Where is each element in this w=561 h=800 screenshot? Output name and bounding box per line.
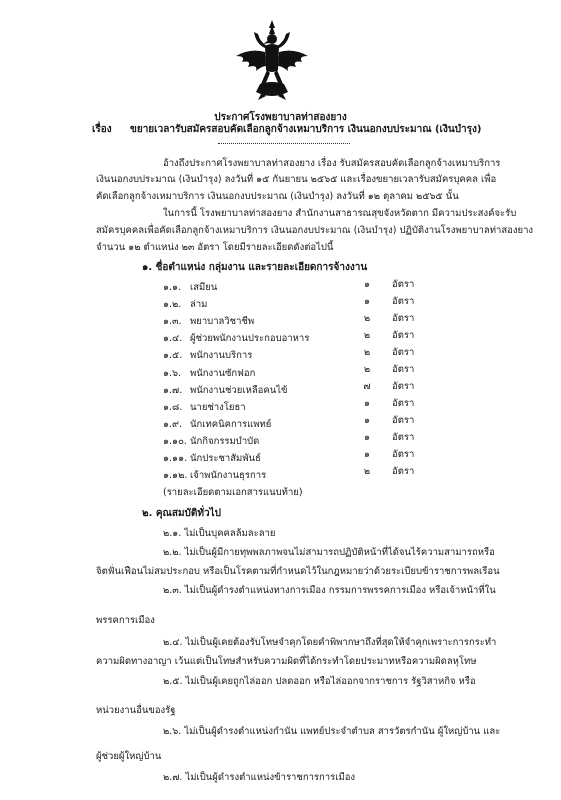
position-unit: อัตรา [392, 347, 415, 358]
position-name: พนักงานซักฟอก [190, 368, 256, 379]
position-name: เจ้าพนักงานธุรการ [190, 470, 267, 481]
position-number: ๑.๙. [163, 419, 183, 430]
qualification-line: ๒.๕. ไม่เป็นผู้เคยถูกไล่ออก ปลดออก หรือไล่ออกจากราชการ รัฐวิสาหกิจ หรือ [163, 676, 476, 687]
position-count: ๗ [363, 381, 371, 392]
position-count: ๑ [363, 432, 371, 443]
attachment-note: (รายละเอียดตามเอกสารแนบท้าย) [163, 487, 303, 498]
body-line: สมัครบุคคลเพื่อคัดเลือกลูกจ้างเหมาบริการ เงินนอกงบประมาณ (เงินบำรุง) ปฏิบัติงานโรงพยาบาลท่าสองยาง [96, 225, 534, 236]
position-unit: อัตรา [392, 466, 415, 477]
qualification-line: ผู้ช่วยผู้ใหญ่บ้าน [96, 751, 162, 762]
position-number: ๑.๑๐. [163, 436, 187, 447]
position-count: ๑ [363, 296, 371, 307]
section-2-heading: ๒. คุณสมบัติทั่วไป [142, 508, 221, 519]
qualification-line: ความผิดทางอาญา เว้นแต่เป็นโทษสำหรับความผิดที่ได้กระทำโดยประมาทหรือความผิดลหุโทษ [96, 656, 477, 667]
position-unit: อัตรา [392, 415, 415, 426]
qualification-line: ๒.๒. ไม่เป็นผู้มีกายทุพพลภาพจนไม่สามารถปฏิบัติหน้าที่ได้จนไร้ความสามารถหรือ [163, 547, 495, 558]
announcement-title: ประกาศโรงพยาบาลท่าสองยาง [214, 112, 347, 123]
position-number: ๑.๑๑. [163, 453, 188, 464]
position-name: นักกิจกรรมบำบัด [190, 436, 260, 447]
position-name: นักประชาสัมพันธ์ [190, 453, 261, 464]
position-name: ผู้ช่วยพนักงานประกอบอาหาร [190, 333, 310, 344]
position-unit: อัตรา [392, 398, 415, 409]
position-unit: อัตรา [392, 330, 415, 341]
body-line: ในการนี้ โรงพยาบาลท่าสองยาง สำนักงานสาธารณสุขจังหวัดตาก มีความประสงค์จะรับ [163, 208, 517, 219]
qualification-line: ๒.๓. ไม่เป็นผู้ดำรงตำแหน่งทางการเมือง กรรมการพรรคการเมือง หรือเจ้าหน้าที่ใน [163, 585, 496, 596]
subject-label: เรื่อง [92, 124, 112, 135]
position-number: ๑.๑๒. [163, 470, 188, 481]
qualification-line: จิตฟั่นเฟือนไม่สมประกอบ หรือเป็นโรคตามที่กำหนดไว้ในกฎหมายว่าด้วยระเบียบข้าราชการพลเรือน [96, 566, 500, 577]
position-name: นายช่างโยธา [190, 402, 246, 413]
body-line: คัดเลือกลูกจ้างเหมาบริการ เงินนอกงบประมาณ (เงินบำรุง) ลงวันที่ ๑๒ ตุลาคม ๒๕๖๕ นั้น [96, 191, 459, 202]
qualification-line: ๒.๑. ไม่เป็นบุคคลล้มละลาย [163, 528, 276, 539]
position-unit: อัตรา [392, 279, 415, 290]
qualification-line: ๒.๖. ไม่เป็นผู้ดำรงตำแหน่งกำนัน แพทย์ประจำตำบล สารวัตรกำนัน ผู้ใหญ่บ้าน และ [163, 726, 501, 737]
subject-line [92, 124, 481, 136]
position-unit: อัตรา [392, 296, 415, 307]
position-count: ๑ [363, 415, 371, 426]
position-name: พนักงานช่วยเหลือคนไข้ [190, 385, 288, 396]
position-unit: อัตรา [392, 364, 415, 375]
body-line: จำนวน ๑๒ ตำแหน่ง ๒๓ อัตรา โดยมีรายละเอียดดังต่อไปนี้ [96, 242, 334, 253]
section-1-heading: ๑. ชื่อตำแหน่ง กลุ่มงาน และรายละเอียดการจ้างงาน [142, 262, 368, 273]
position-name: เสมียน [190, 282, 218, 293]
position-number: ๑.๖. [163, 368, 182, 379]
position-number: ๑.๘. [163, 402, 183, 413]
position-name: พยาบาลวิชาชีพ [190, 316, 255, 327]
position-count: ๑ [363, 449, 371, 460]
subject-text: ขยายเวลารับสมัครสอบคัดเลือกลูกจ้างเหมาบริการ เงินนอกงบประมาณ (เงินบำรุง) [130, 124, 482, 135]
body-line: อ้างถึงประกาศโรงพยาบาลท่าสองยาง เรื่อง รับสมัครสอบคัดเลือกลูกจ้างเหมาบริการ [163, 158, 501, 169]
position-name: นักเทคนิคการแพทย์ [190, 419, 272, 430]
qualification-line: ๒.๔. ไม่เป็นผู้เคยต้องรับโทษจำคุกโดยคำพิพากษาถึงที่สุดให้จำคุกเพราะการกระทำ [163, 637, 497, 648]
position-number: ๑.๗. [163, 385, 183, 396]
position-unit: อัตรา [392, 432, 415, 443]
position-unit: อัตรา [392, 449, 415, 460]
position-count: ๒ [363, 330, 371, 341]
position-number: ๑.๑. [163, 282, 182, 293]
dotted-separator [218, 143, 350, 144]
position-number: ๑.๕. [163, 350, 183, 361]
qualification-line: พรรคการเมือง [96, 615, 155, 626]
position-count: ๑ [363, 279, 371, 290]
position-unit: อัตรา [392, 313, 415, 324]
position-name: ล่าม [190, 299, 208, 310]
position-unit: อัตรา [392, 381, 415, 392]
position-count: ๒ [363, 466, 371, 477]
position-count: ๒ [363, 364, 371, 375]
position-number: ๑.๒. [163, 299, 182, 310]
qualification-line: หน่วยงานอื่นของรัฐ [96, 705, 176, 716]
position-count: ๒ [363, 347, 371, 358]
position-number: ๑.๓. [163, 316, 182, 327]
position-number: ๑.๔. [163, 333, 183, 344]
garuda-emblem-icon [232, 18, 312, 102]
qualification-line: ๒.๗. ไม่เป็นผู้ดำรงตำแหน่งข้าราชการการเมือง [163, 772, 356, 783]
position-count: ๒ [363, 313, 371, 324]
position-name: พนักงานบริการ [190, 350, 253, 361]
body-line: เงินนอกงบประมาณ (เงินบำรุง) ลงวันที่ ๑๕ กันยายน ๒๕๖๕ และเรื่องขยายเวลารับสมัครบุคคล เพื่อ [96, 174, 497, 185]
position-count: ๑ [363, 398, 371, 409]
